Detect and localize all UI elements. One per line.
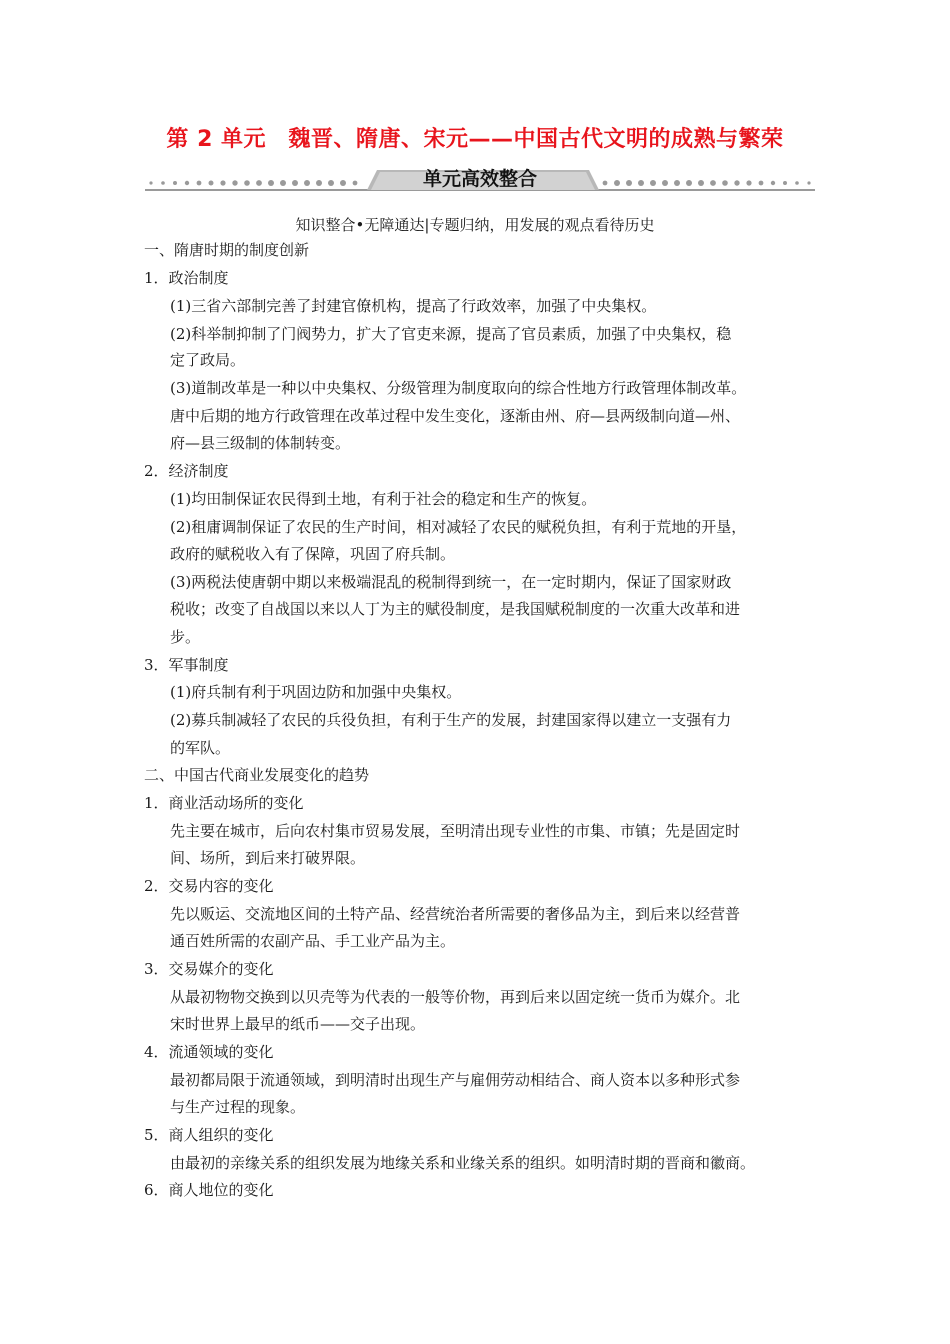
paragraph-line: 与生产过程的现象。 [170, 1098, 306, 1116]
paragraph-line: 间、场所，到后来打破界限。 [170, 849, 366, 867]
banner-label: 单元高效整合 [422, 168, 537, 190]
section-heading: 二、中国古代商业发展变化的趋势 [144, 766, 370, 784]
paragraph-line: 由最初的亲缘关系的组织发展为地缘关系和业缘关系的组织。如明清时期的晋商和徽商。 [170, 1154, 756, 1172]
subsection-heading: 3．交易媒介的变化 [144, 960, 274, 978]
paragraph-line: (2)科举制抑制了门阀势力，扩大了官吏来源，提高了官员素质，加强了中央集权，稳 [170, 325, 732, 343]
paragraph-line: 的军队。 [170, 739, 231, 757]
section-heading: 一、隋唐时期的制度创新 [144, 241, 310, 259]
paragraph-line: (1)府兵制有利于巩固边防和加强中央集权。 [170, 683, 462, 701]
paragraph-line: 先主要在城市，后向农村集市贸易发展，至明清出现专业性的市集、市镇；先是固定时 [170, 822, 741, 840]
subsection-heading: 1．商业活动场所的变化 [144, 794, 304, 812]
paragraph-line: 最初都局限于流通领域，到明清时出现生产与雇佣劳动相结合、商人资本以多种形式参 [170, 1071, 741, 1089]
paragraph-line: 宋时世界上最早的纸币——交子出现。 [170, 1015, 426, 1033]
paragraph-line: (3)道制改革是一种以中央集权、分级管理为制度取向的综合性地方行政管理体制改革。 [170, 379, 747, 397]
subsection-heading: 2．经济制度 [144, 462, 229, 480]
paragraph-line: 从最初物物交换到以贝壳等为代表的一般等价物，再到后来以固定统一货币为媒介。北 [170, 988, 741, 1006]
paragraph-line: 府—县三级制的体制转变。 [170, 434, 351, 452]
paragraph-line: 定了政局。 [170, 351, 246, 369]
subsection-heading: 1．政治制度 [144, 269, 229, 287]
subsection-heading: 3．军事制度 [144, 656, 229, 674]
paragraph-line: 政府的赋税收入有了保障，巩固了府兵制。 [170, 545, 456, 563]
paragraph-line: 税收；改变了自战国以来以人丁为主的赋役制度，是我国赋税制度的一次重大改革和进 [170, 600, 741, 618]
subsection-heading: 2．交易内容的变化 [144, 877, 274, 895]
section-subtitle: 知识整合•无障通达|专题归纳，用发展的观点看待历史 [295, 216, 655, 234]
paragraph-line: 唐中后期的地方行政管理在改革过程中发生变化，逐渐由州、府—县两级制向道—州、 [170, 407, 741, 425]
paragraph-line: (2)募兵制减轻了农民的兵役负担，有利于生产的发展，封建国家得以建立一支强有力 [170, 711, 732, 729]
paragraph-line: (3)两税法使唐朝中期以来极端混乱的税制得到统一，在一定时期内，保证了国家财政 [170, 573, 732, 591]
subsection-heading: 6．商人地位的变化 [144, 1181, 274, 1199]
section-banner [145, 168, 815, 194]
subsection-heading: 4．流通领域的变化 [144, 1043, 274, 1061]
paragraph-line: (1)均田制保证农民得到土地，有利于社会的稳定和生产的恢复。 [170, 490, 597, 508]
paragraph-line: 步。 [170, 628, 201, 646]
paragraph-line: 通百姓所需的农副产品、手工业产品为主。 [170, 932, 456, 950]
unit-title: 第 2 单元 魏晋、隋唐、宋元——中国古代文明的成熟与繁荣 [166, 127, 784, 152]
paragraph-line: (1)三省六部制完善了封建官僚机构，提高了行政效率，加强了中央集权。 [170, 297, 657, 315]
paragraph-line: (2)租庸调制保证了农民的生产时间，相对减轻了农民的赋税负担，有利于荒地的开垦， [170, 518, 747, 536]
subsection-heading: 5．商人组织的变化 [144, 1126, 274, 1144]
paragraph-line: 先以贩运、交流地区间的土特产品、经营统治者所需要的奢侈品为主，到后来以经营普 [170, 905, 741, 923]
